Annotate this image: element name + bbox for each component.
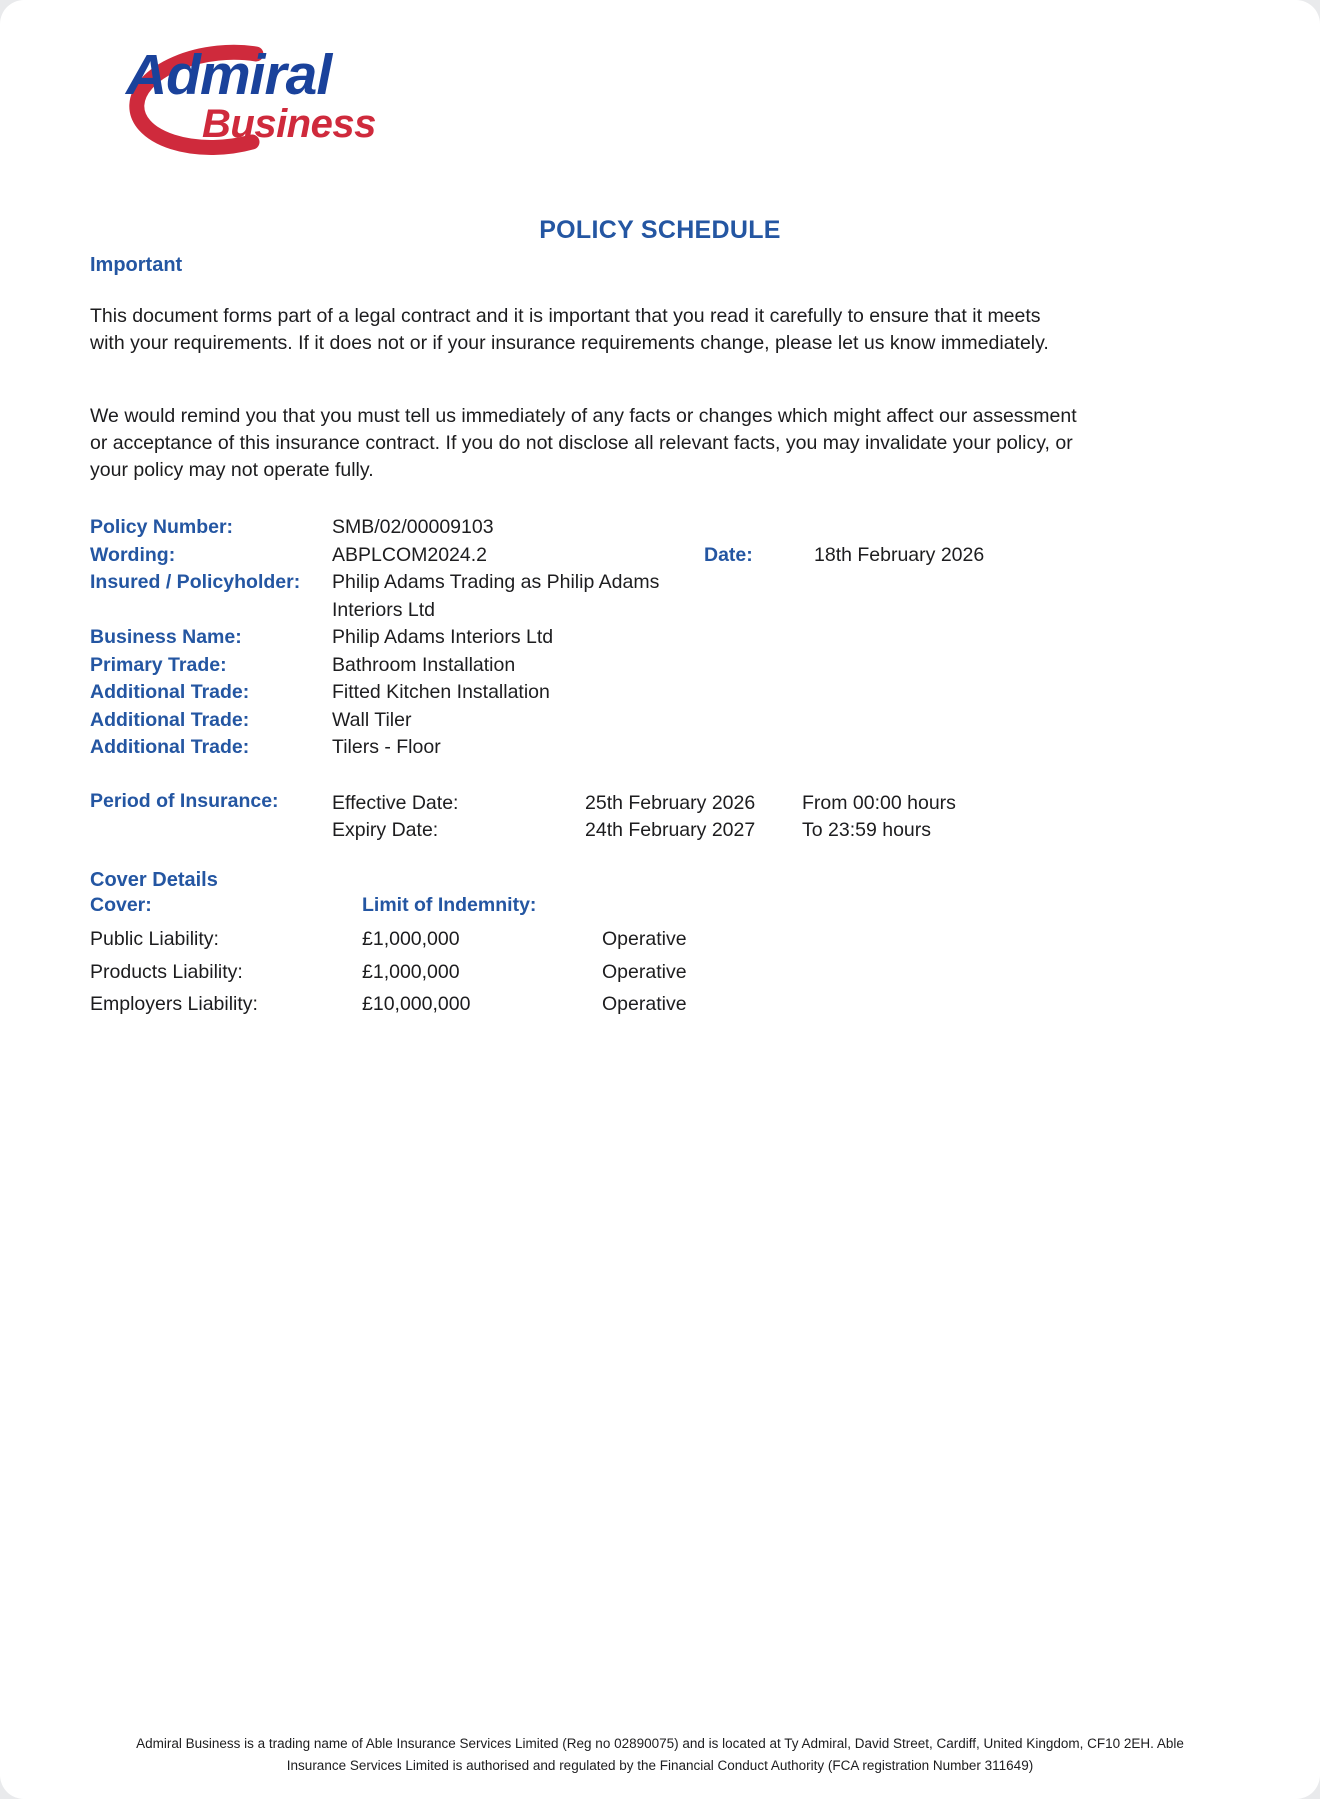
period-of-insurance-label: Period of Insurance: xyxy=(90,789,279,812)
cover-name: Employers Liability: xyxy=(90,993,258,1015)
business-name-row xyxy=(90,624,1230,652)
cover-limit: £1,000,000 xyxy=(362,928,460,950)
cover-limit: £1,000,000 xyxy=(362,960,460,983)
cover-row-public-liability xyxy=(90,923,1230,956)
wording-value: ABPLCOM2024.2 xyxy=(332,543,488,566)
date-value: 18th February 2026 xyxy=(814,543,985,566)
intro-paragraph-1: This document forms part of a legal contract and it is important that you read it carefully to ensure that it meets with your requirements. If it does not or if your insurance requirements change, please let us know immediately. xyxy=(90,305,1049,354)
policy-number-row xyxy=(90,514,1230,542)
business-name-label: Business Name: xyxy=(90,626,242,648)
expiry-time-value: To 23:59 hours xyxy=(802,819,932,841)
footer-line-1: Admiral Business is a trading name of Able Insurance Services Limited (Reg no 02890075) and is located at Ty Admiral, David Street, Cardiff, United Kingdom, CF10 2EH. Able xyxy=(136,1736,1184,1751)
page-title: POLICY SCHEDULE xyxy=(539,216,781,244)
cover-details-heading: Cover Details xyxy=(90,868,218,891)
business-name-value: Philip Adams Interiors Ltd xyxy=(332,626,554,648)
insured-value: Philip Adams Trading as Philip Adams Interiors Ltd xyxy=(332,571,660,621)
wording-label: Wording: xyxy=(90,543,176,566)
additional-trade-label: Additional Trade: xyxy=(90,681,250,703)
additional-trade-row xyxy=(90,734,1230,762)
additional-trade-row xyxy=(90,707,1230,735)
period-dates xyxy=(332,790,956,845)
footer-line-2: Insurance Services Limited is authorised and regulated by the Financial Conduct Authority (FCA registration Number 311649) xyxy=(286,1758,1034,1773)
effective-date-row xyxy=(332,790,956,818)
insured-label: Insured / Policyholder: xyxy=(90,571,301,593)
additional-trade-label: Additional Trade: xyxy=(90,736,250,758)
cover-row-employers-liability xyxy=(90,988,1230,1021)
additional-trade-value: Wall Tiler xyxy=(332,708,412,731)
admiral-business-logo xyxy=(96,43,526,154)
cover-name: Products Liability: xyxy=(90,960,243,983)
additional-trade-value: Fitted Kitchen Installation xyxy=(332,681,550,703)
effective-date-value: 25th February 2026 xyxy=(585,791,756,814)
effective-time-value: From 00:00 hours xyxy=(802,791,956,814)
cover-column-header: Cover: xyxy=(90,893,152,916)
additional-trade-row xyxy=(90,679,1230,707)
effective-date-label: Effective Date: xyxy=(332,791,459,814)
policy-number-label: Policy Number: xyxy=(90,516,234,538)
important-heading: Important xyxy=(90,254,183,276)
policy-number-value: SMB/02/00009103 xyxy=(332,516,494,538)
cover-details-table xyxy=(90,892,1230,1021)
footer-legal-text xyxy=(0,1733,1320,1777)
cover-row-products-liability xyxy=(90,956,1230,989)
insured-row xyxy=(90,569,1230,624)
primary-trade-label: Primary Trade: xyxy=(90,653,227,676)
cover-rows xyxy=(90,923,1230,1021)
logo-business-text: Business xyxy=(202,102,376,146)
policy-fields xyxy=(90,514,1230,762)
wording-row xyxy=(90,542,1230,570)
cover-status: Operative xyxy=(602,993,687,1015)
cover-limit: £10,000,000 xyxy=(362,993,471,1015)
expiry-date-label: Expiry Date: xyxy=(332,819,439,841)
additional-trade-label: Additional Trade: xyxy=(90,708,250,731)
cover-status: Operative xyxy=(602,928,687,950)
cover-header-row xyxy=(90,892,1230,920)
intro-paragraph-2: We would remind you that you must tell us immediately of any facts or changes which might affect our assessment or acceptance of this insurance contract. If you do not disclose all relevant facts, you may invalidate your policy, or your policy may not operate fully. xyxy=(90,405,1077,481)
primary-trade-row xyxy=(90,652,1230,680)
expiry-date-row xyxy=(332,817,956,845)
limit-of-indemnity-column-header: Limit of Indemnity: xyxy=(362,893,537,916)
expiry-date-value: 24th February 2027 xyxy=(585,819,756,841)
date-label: Date: xyxy=(704,543,753,566)
logo-admiral-text: Admiral xyxy=(126,43,332,107)
period-of-insurance-section xyxy=(90,790,1230,845)
cover-status: Operative xyxy=(602,960,687,983)
cover-name: Public Liability: xyxy=(90,928,219,950)
primary-trade-value: Bathroom Installation xyxy=(332,653,516,676)
additional-trade-value: Tilers - Floor xyxy=(332,736,441,758)
